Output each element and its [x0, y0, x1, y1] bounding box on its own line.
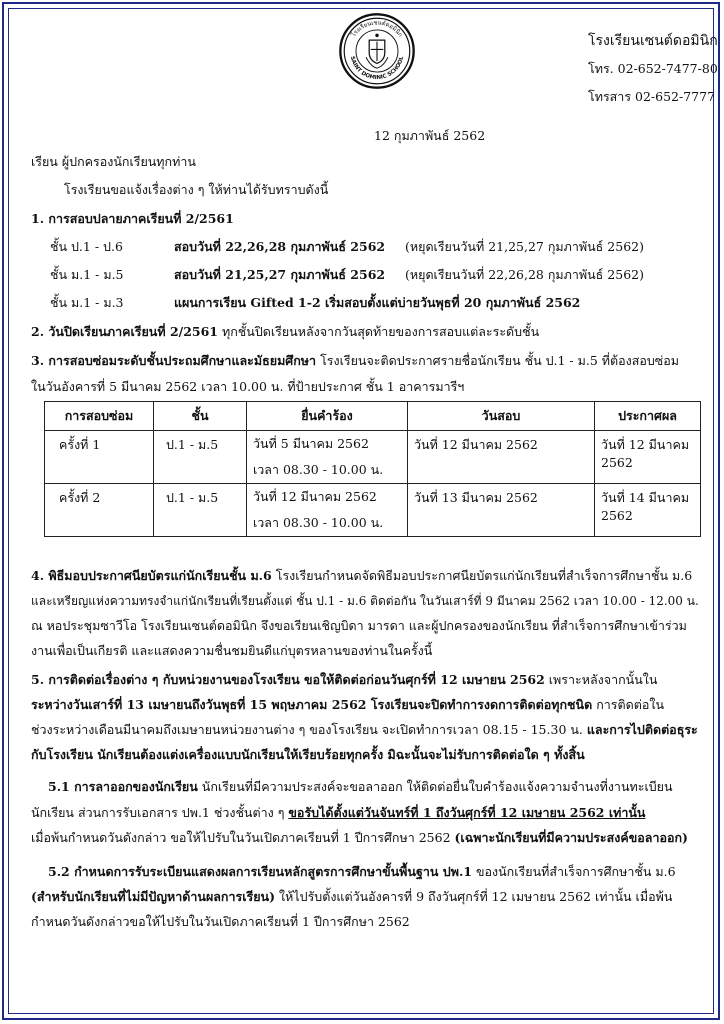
- cell-submit-time: เวลา 08.30 - 10.00 น.: [247, 457, 408, 484]
- section-4-text-4: งานเพื่อเป็นเกียรติ และแสดงความชื่นชมยินดีแก่บุตรหลานของท่านในครั้งนี้: [31, 643, 433, 658]
- letter-date: 12 กุมภาพันธ์ 2562: [374, 128, 486, 143]
- cell-level: ป.1 - ม.5: [154, 431, 247, 484]
- cell-round: ครั้งที่ 2: [45, 484, 154, 537]
- section-2-title: 2. วันปิดเรียนภาคเรียนที่ 2/2561: [31, 324, 218, 339]
- section-5-1-title: 5.1 การลาออกของนักเรียน: [48, 779, 198, 794]
- cell-round: ครั้งที่ 1: [45, 431, 154, 484]
- cell-result-date: วันที่ 12 มีนาคม 2562: [595, 431, 701, 484]
- section-4-title: 4. พิธีมอบประกาศนียบัตรแก่นักเรียนชั้น ม.6: [31, 568, 272, 583]
- section-5-1-text-3: เมื่อพ้นกำหนดวันดังกล่าว ขอให้ไปรับในวันเปิดภาคเรียนที่ 1 ปีการศึกษา 2562: [31, 830, 451, 845]
- section-5-text-1: เพราะหลังจากนั้นใน: [548, 672, 658, 687]
- section-5-2-text-2: ให้ไปรับตั้งแต่วันอังคารที่ 9 ถึงวันศุกร์ที่ 12 เมษายน 2562 เท่านั้น เมื่อพ้น: [279, 889, 673, 904]
- section-5-1-line-2: [31, 801, 645, 826]
- section-5-1-text-1: นักเรียนที่มีความประสงค์จะขอลาออก ให้ติดต่อยื่นใบคำร้องแจ้งความจำนงที่งานทะเบียน: [201, 779, 673, 794]
- section-5-1-text-2: นักเรียน ส่วนการรับเอกสาร ปพ.1 ช่วงชั้นต่าง ๆ: [31, 805, 285, 820]
- section-2: [31, 323, 539, 340]
- cell-result-date: วันที่ 14 มีนาคม 2562: [595, 484, 701, 537]
- col-header-exam: การสอบซ่อม: [45, 402, 154, 431]
- holiday-dates-2: (หยุดเรียนวันที่ 22,26,28 กุมภาพันธ์ 2562): [405, 267, 644, 282]
- svg-text:โรงเรียนเซนต์ดอมินิก: โรงเรียนเซนต์ดอมินิก: [351, 20, 403, 39]
- table-header-row: [45, 402, 701, 431]
- make-up-exam-table: [44, 401, 701, 537]
- section-5-2-condition: (สำหรับนักเรียนที่ไม่มีปัญหาด้านผลการเรียน): [31, 889, 276, 904]
- exam-dates-3: แผนการเรียน Gifted 1-2 เริ่มสอบตั้งแต่บ่ายวันพุธที่ 20 กุมภาพันธ์ 2562: [174, 295, 581, 310]
- cell-submit-time: เวลา 08.30 - 10.00 น.: [247, 510, 408, 537]
- section-5-text-3: ช่วงระหว่างเดือนมีนาคมถึงเมษายนหน่วยงานต่าง ๆ ของโรงเรียน จะเปิดทำการเวลา 08.15 - 15.30 น.: [31, 722, 583, 737]
- school-seal-logo: [338, 12, 416, 90]
- exam-dates-1: สอบวันที่ 22,26,28 กุมภาพันธ์ 2562: [174, 239, 386, 254]
- section-5-1-line-3: [31, 826, 688, 851]
- col-header-level: ชั้น: [154, 402, 247, 431]
- col-header-result: ประกาศผล: [595, 402, 701, 431]
- section-5-1-note: (เฉพาะนักเรียนที่มีความประสงค์ขอลาออก): [454, 830, 688, 845]
- section-5-2-title: 5.2 กำหนดการรับระเบียนแสดงผลการเรียนหลักสูตรการศึกษาขั้นพื้นฐาน ปพ.1: [48, 864, 472, 879]
- section-5-text-2: การติดต่อใน: [596, 697, 665, 712]
- section-2-text: ทุกชั้นปิดเรียนหลังจากวันสุดท้ายของการสอบแต่ละระดับชั้น: [221, 324, 540, 339]
- section-5-2-line-2: [31, 885, 672, 910]
- table-row: [45, 431, 701, 458]
- section-5-uniform-2: กับโรงเรียน นักเรียนต้องแต่งเครื่องแบบนักเรียนให้เรียบร้อยทุกครั้ง มิฉะนั้นจะไม่รับการติดต่อใด ๆ ทั้งสิ้น: [31, 747, 585, 762]
- school-phone: โทร. 02-652-7477-80: [588, 61, 718, 76]
- holiday-dates-1: (หยุดเรียนวันที่ 21,25,27 กุมภาพันธ์ 2562): [405, 239, 644, 254]
- section-5-2-text-3: กำหนดวันดังกล่าวขอให้ไปรับในวันเปิดภาคเรียนที่ 1 ปีการศึกษา 2562: [31, 914, 410, 929]
- cell-level: ป.1 - ม.5: [154, 484, 247, 537]
- table-row: [45, 484, 701, 511]
- exam-level-2: ชั้น ม.1 - ม.5: [50, 267, 124, 282]
- section-5-line-2: [31, 693, 664, 718]
- section-5-1-line-1: [48, 775, 673, 800]
- section-4-text-2: และเหรียญแห่งความทรงจำแก่นักเรียนที่เรียนตั้งแต่ ชั้น ป.1 - ม.6 ติดต่อกัน ในวันเสาร์ที่ 9 มีนาคม 2562 เวลา 10.00 - 12.00 น.: [31, 594, 699, 608]
- intro-text: โรงเรียนขอแจ้งเรื่องต่าง ๆ ให้ท่านได้รับทราบดังนี้: [64, 182, 329, 197]
- exam-level-3: ชั้น ม.1 - ม.3: [50, 295, 124, 310]
- svg-text:SAINT DOMINIC SCHOOL: SAINT DOMINIC SCHOOL: [348, 55, 406, 82]
- section-4-line-1: [31, 564, 692, 589]
- section-5-1-deadline: ขอรับได้ตั้งแต่วันจันทร์ที่ 1 ถึงวันศุกร์ที่ 12 เมษายน 2562 เท่านั้น: [288, 805, 646, 820]
- section-5-closure: ระหว่างวันเสาร์ที่ 13 เมษายนถึงวันพุธที่ 15 พฤษภาคม 2562 โรงเรียนจะปิดทำการงดการติดต่อทุกชนิด: [31, 697, 593, 712]
- section-3-text-2: ในวันอังคารที่ 5 มีนาคม 2562 เวลา 10.00 น. ที่ป้ายประกาศ ชั้น 1 อาคารมารีฯ: [31, 379, 465, 394]
- col-header-submit: ยื่นคำร้อง: [247, 402, 408, 431]
- school-name: โรงเรียนเซนต์ดอมินิก: [588, 33, 718, 49]
- section-5-line-3: [31, 718, 698, 743]
- salutation: เรียน ผู้ปกครองนักเรียนทุกท่าน: [31, 154, 196, 169]
- section-5-2-line-1: [48, 860, 676, 885]
- cell-submit-date: วันที่ 12 มีนาคม 2562: [247, 484, 408, 511]
- exam-level-1: ชั้น ป.1 - ป.6: [50, 239, 123, 254]
- section-3-line-1: [31, 352, 679, 369]
- section-4-text-3: ณ หอประชุมซาวีโอ โรงเรียนเซนต์ดอมินิก จึงขอเรียนเชิญบิดา มารดา และผู้ปกครองของนักเรียน ที่สำเร็จการศึกษาเข้าร่วม: [31, 618, 687, 633]
- section-5-2-text-1: ของนักเรียนที่สำเร็จการศึกษาชั้น ม.6: [475, 864, 676, 879]
- section-3-text-1: โรงเรียนจะติดประกาศรายชื่อนักเรียน ชั้น ป.1 - ม.5 ที่ต้องสอบซ่อม: [320, 353, 680, 368]
- cell-exam-date: วันที่ 13 มีนาคม 2562: [408, 484, 595, 537]
- section-5-title: 5. การติดต่อเรื่องต่าง ๆ กับหน่วยงานของโรงเรียน ขอให้ติดต่อก่อนวันศุกร์ที่ 12 เมษายน 2562: [31, 672, 545, 687]
- col-header-exam-date: วันสอบ: [408, 402, 595, 431]
- section-1-title: 1. การสอบปลายภาคเรียนที่ 2/2561: [31, 211, 234, 226]
- section-5-line-1: [31, 668, 657, 693]
- cell-submit-date: วันที่ 5 มีนาคม 2562: [247, 431, 408, 458]
- exam-dates-2: สอบวันที่ 21,25,27 กุมภาพันธ์ 2562: [174, 267, 386, 282]
- section-4-text-1: โรงเรียนกำหนดจัดพิธีมอบประกาศนียบัตรแก่นักเรียนที่สำเร็จการศึกษาชั้น ม.6: [275, 568, 693, 583]
- section-3-title: 3. การสอบซ่อมระดับชั้นประถมศึกษาและมัธยมศึกษา: [31, 353, 317, 368]
- section-5-uniform-1: และการไปติดต่อธุระ: [586, 722, 698, 737]
- school-fax: โทรสาร 02-652-7777: [588, 89, 716, 104]
- cell-exam-date: วันที่ 12 มีนาคม 2562: [408, 431, 595, 484]
